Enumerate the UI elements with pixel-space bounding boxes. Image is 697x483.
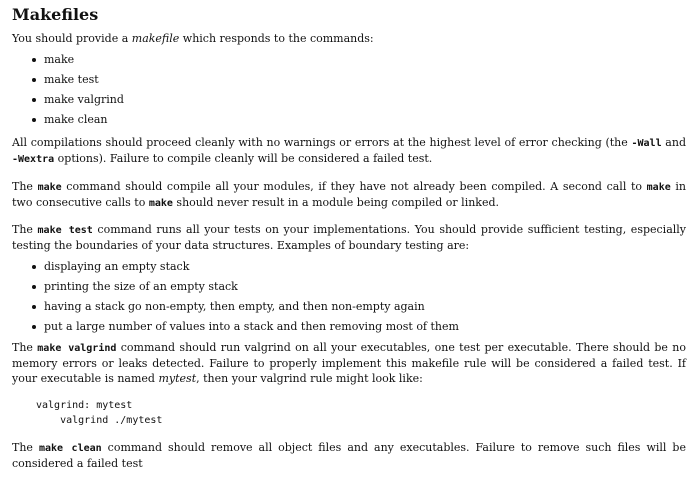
list-item-text: displaying an empty stack: [44, 260, 190, 273]
bullet-icon: [32, 78, 36, 82]
text-span: The: [12, 180, 38, 193]
make-command: make: [646, 182, 671, 193]
text-span: command should remove all object files and any executables. Failure to remove such files will be considered a failed test: [12, 441, 686, 470]
make-valgrind-command: make valgrind: [37, 343, 117, 354]
text-span: The: [12, 441, 39, 454]
make-command: make: [37, 182, 62, 193]
section-heading: Makefiles: [12, 5, 99, 24]
list-item: [32, 257, 459, 277]
text-span: The: [12, 223, 38, 236]
wextra-flag: -Wextra: [12, 154, 55, 165]
text-span: All compilations should proceed cleanly with no warnings or errors at the highest level of error checking (the: [12, 136, 632, 149]
commands-list: [32, 50, 124, 130]
text-span: , then your valgrind rule might look like:: [196, 372, 423, 385]
list-item: [32, 297, 459, 317]
list-item-text: having a stack go non-empty, then empty, and then non-empty again: [44, 300, 425, 313]
make-paragraph: [12, 179, 686, 211]
list-item: [32, 317, 459, 337]
list-item: [32, 70, 124, 90]
make-command: make: [148, 198, 173, 209]
make-test-command: make test: [37, 225, 93, 236]
code-line: valgrind: mytest: [36, 400, 133, 411]
list-item: [32, 90, 124, 110]
list-item-text: make clean: [44, 113, 108, 126]
list-item-text: printing the size of an empty stack: [44, 280, 238, 293]
bullet-icon: [32, 305, 36, 309]
text-span: and: [661, 136, 686, 149]
compilations-paragraph: [12, 135, 686, 167]
bullet-icon: [32, 118, 36, 122]
text-span: command should compile all your modules, if they have not already been compiled. A second call to: [61, 180, 647, 193]
list-item: [32, 110, 124, 130]
text-span: should never result in a module being compiled or linked.: [172, 196, 500, 209]
bullet-icon: [32, 98, 36, 102]
list-item-text: make test: [44, 73, 99, 86]
code-line: valgrind ./mytest: [36, 415, 163, 426]
intro-text-before: You should provide a: [12, 32, 132, 45]
code-block: [36, 398, 162, 428]
text-span: command should run valgrind on all your executables, one test per executable. There should be no memory errors or leaks detected. Failure to properly implement this makefile rule will be considered a failed test. If your executable is named: [12, 341, 686, 385]
bullet-icon: [32, 325, 36, 329]
bullet-icon: [32, 265, 36, 269]
list-item-text: put a large number of values into a stack and then removing most of them: [44, 320, 459, 333]
executable-name: mytest: [158, 372, 197, 385]
list-item: [32, 277, 459, 297]
text-span: in two consecutive calls to: [12, 180, 686, 209]
list-item-text: make: [44, 53, 75, 66]
bullet-icon: [32, 58, 36, 62]
valgrind-paragraph: [12, 340, 686, 386]
test-paragraph: [12, 222, 686, 253]
boundary-tests-list: [32, 257, 459, 337]
intro-text-after: which responds to the commands:: [179, 32, 374, 45]
text-span: The: [12, 341, 38, 354]
text-span: command runs all your tests on your implementations. You should provide sufficient testing, especially testing the boundaries of your data structures. Examples of boundary testing are:: [12, 223, 686, 252]
text-span: options). Failure to compile cleanly will be considered a failed test.: [54, 152, 433, 165]
list-item: [32, 50, 124, 70]
clean-paragraph: [12, 440, 686, 471]
intro-emphasis: makefile: [131, 32, 180, 45]
intro-paragraph: [12, 31, 686, 46]
bullet-icon: [32, 285, 36, 289]
list-item-text: make valgrind: [44, 93, 124, 106]
wall-flag: -Wall: [631, 138, 662, 149]
make-clean-command: make clean: [38, 443, 102, 454]
